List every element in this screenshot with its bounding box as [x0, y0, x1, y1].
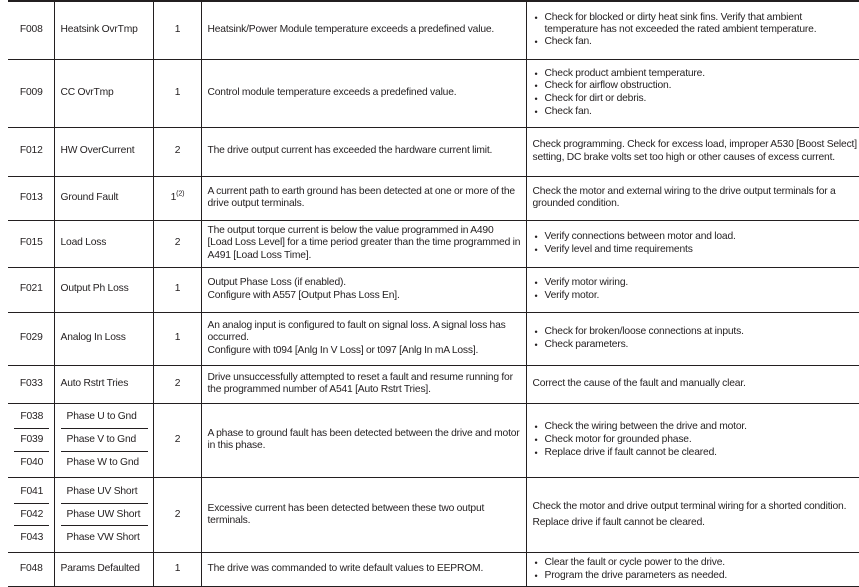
list-item: • Check fan. — [534, 36, 592, 48]
fault-name-cell: Phase U to Gnd — [61, 407, 148, 430]
fault-code-table — [8, 0, 859, 587]
bullet-icon: • — [534, 422, 538, 433]
fault-code-cell: F039 — [14, 429, 49, 452]
action-bullet-list — [533, 277, 858, 302]
fault-description-cell: The drive output current has exceeded the hardware current limit. — [201, 127, 526, 176]
fault-name-cell: Heatsink OvrTmp — [54, 1, 153, 59]
fault-code-cell: F041 — [14, 481, 49, 504]
table-row — [8, 59, 859, 127]
bullet-icon: • — [534, 231, 538, 242]
footnote-reference: (2) — [176, 188, 185, 198]
fault-code-cell: F015 — [8, 220, 54, 267]
fault-code-cell: F040 — [20, 456, 44, 468]
fault-code-cell: F012 — [8, 127, 54, 176]
fault-code-cell: F038 — [14, 407, 49, 430]
fault-code-cell: F021 — [8, 267, 54, 312]
bullet-icon: • — [534, 570, 538, 581]
fault-name-cell: Params Defaulted — [54, 553, 153, 587]
list-item: • Check for broken/loose connections at inputs. — [534, 325, 744, 337]
table-row-group — [8, 478, 859, 553]
bullet-icon: • — [534, 94, 538, 104]
fault-code-group-cell — [8, 478, 54, 553]
fault-name-cell: Ground Fault — [54, 176, 153, 220]
fault-description-cell: The output torque current is below the value programmed in A490 [Load Loss Level] for a time period greater than the time programmed in A491 [Load Loss Time]. — [201, 220, 526, 267]
list-item: • Check the wiring between the drive and motor. — [534, 421, 747, 433]
fault-code-cell: F008 — [8, 1, 54, 59]
fault-name-cell: Phase VW Short — [66, 531, 140, 543]
bullet-icon: • — [534, 557, 538, 568]
list-item: • Verify connections between motor and load. — [534, 230, 736, 242]
bullet-icon: • — [534, 37, 538, 48]
fault-name-group-cell — [54, 478, 153, 553]
fault-type-cell: 1 — [153, 267, 201, 312]
bullet-icon: • — [534, 68, 538, 79]
fault-action-cell: Correct the cause of the fault and manually clear. — [526, 365, 859, 403]
table-row — [8, 365, 859, 403]
fault-type-cell: 2 — [153, 365, 201, 403]
table-row-group — [8, 403, 859, 478]
list-item: • Check parameters. — [534, 338, 629, 350]
list-item: • Check motor for grounded phase. — [534, 434, 692, 446]
fault-action-cell: Check programming. Check for excess load, improper A530 [Boost Select] setting, DC brake volts set too high or other causes of excess current. — [526, 127, 859, 176]
bullet-icon: • — [534, 81, 538, 92]
action-bullet-list — [533, 231, 858, 256]
action-bullet-list — [533, 557, 858, 582]
table-row — [8, 267, 859, 312]
fault-type-cell: 1 — [153, 553, 201, 587]
fault-name-cell: Phase W to Gnd — [66, 456, 139, 468]
fault-description-cell: Heatsink/Power Module temperature exceeds a predefined value. — [201, 1, 526, 59]
fault-type-cell: 1 — [153, 59, 201, 127]
list-item: • Program the drive parameters as needed. — [534, 569, 728, 581]
fault-type-cell: 2 — [153, 478, 201, 553]
table-row — [8, 312, 859, 365]
fault-name-cell: Load Loss — [54, 220, 153, 267]
fault-name-cell: HW OverCurrent — [54, 127, 153, 176]
list-item: • Verify level and time requirements — [534, 243, 693, 255]
action-bullet-list — [533, 12, 858, 49]
fault-description-cell: Output Phase Loss (if enabled). Configure with A557 [Output Phas Loss En]. — [201, 267, 526, 312]
fault-action-cell — [526, 312, 859, 365]
action-bullet-list — [533, 421, 858, 458]
fault-type-cell: 2 — [153, 127, 201, 176]
bullet-icon: • — [534, 339, 538, 350]
table-row — [8, 127, 859, 176]
fault-action-cell: Check the motor and drive output terminal wiring for a shorted condition. Replace drive if fault cannot be cleared. — [526, 478, 859, 553]
bullet-icon: • — [534, 435, 538, 446]
fault-action-cell: Check the motor and external wiring to the drive output terminals for a grounded condition. — [526, 176, 859, 220]
fault-type-cell: 1 — [153, 312, 201, 365]
list-item: • Check fan. — [534, 105, 592, 117]
fault-description-cell: An analog input is configured to fault on signal loss. A signal loss has occurred. Configure with t094 [Anlg In V Loss] or t097 [Anlg In mA Loss]. — [201, 312, 526, 365]
list-item: • Check for blocked or dirty heat sink fins. Verify that ambient temperature has not exceeded the rated ambient temperature. — [534, 11, 817, 35]
fault-action-cell — [526, 267, 859, 312]
fault-code-cell: F013 — [8, 176, 54, 220]
table-row — [8, 553, 859, 587]
fault-action-cell — [526, 403, 859, 478]
fault-description-cell: Control module temperature exceeds a predefined value. — [201, 59, 526, 127]
table-row — [8, 220, 859, 267]
fault-description-cell: Excessive current has been detected between these two output terminals. — [201, 478, 526, 553]
fault-name-cell: CC OvrTmp — [54, 59, 153, 127]
fault-description-cell: Drive unsuccessfully attempted to reset a fault and resume running for the programmed number of A541 [Auto Rstrt Tries]. — [201, 365, 526, 403]
bullet-icon: • — [534, 12, 538, 23]
bullet-icon: • — [534, 106, 538, 117]
fault-description-cell: A phase to ground fault has been detected between the drive and motor in this phase. — [201, 403, 526, 478]
list-item: • Check for dirt or debris. — [534, 93, 647, 104]
fault-description-cell: A current path to earth ground has been detected at one or more of the drive output terminals. — [201, 176, 526, 220]
fault-code-cell: F033 — [8, 365, 54, 403]
fault-code-cell: F048 — [8, 553, 54, 587]
list-item: • Check for airflow obstruction. — [534, 80, 672, 92]
list-item: • Clear the fault or cycle power to the drive. — [534, 556, 725, 568]
fault-code-cell: F009 — [8, 59, 54, 127]
bullet-icon: • — [534, 290, 538, 301]
fault-name-cell: Auto Rstrt Tries — [54, 365, 153, 403]
fault-name-cell: Analog In Loss — [54, 312, 153, 365]
bullet-icon: • — [534, 244, 538, 255]
bullet-icon: • — [534, 447, 538, 458]
bullet-icon: • — [534, 277, 538, 288]
fault-action-cell — [526, 59, 859, 127]
fault-action-cell — [526, 1, 859, 59]
fault-description-cell: The drive was commanded to write default values to EEPROM. — [201, 553, 526, 587]
action-bullet-list — [533, 68, 858, 118]
list-item: • Check product ambient temperature. — [534, 67, 705, 79]
fault-action-cell — [526, 553, 859, 587]
fault-type-cell: 1$^{(2)}$ — [153, 176, 201, 220]
action-bullet-list — [533, 326, 858, 351]
bullet-icon: • — [534, 326, 538, 337]
fault-action-cell — [526, 220, 859, 267]
table-row — [8, 1, 859, 59]
fault-type-cell: 2 — [153, 403, 201, 478]
fault-code-cell: F029 — [8, 312, 54, 365]
list-item: • Verify motor. — [534, 289, 600, 301]
fault-name-cell: Output Ph Loss — [54, 267, 153, 312]
fault-type-cell: 2 — [153, 220, 201, 267]
fault-code-cell: F043 — [20, 531, 44, 543]
fault-name-cell: Phase UV Short — [61, 481, 148, 504]
fault-type-cell: 1 — [153, 1, 201, 59]
fault-code-cell: F042 — [14, 504, 49, 527]
fault-name-group-cell — [54, 403, 153, 478]
fault-name-cell: Phase V to Gnd — [61, 429, 148, 452]
fault-code-group-cell — [8, 403, 54, 478]
fault-table-body — [8, 1, 859, 587]
table-row — [8, 176, 859, 220]
list-item: • Replace drive if fault cannot be cleared. — [534, 446, 717, 458]
list-item: • Verify motor wiring. — [534, 276, 629, 288]
fault-name-cell: Phase UW Short — [61, 504, 148, 527]
